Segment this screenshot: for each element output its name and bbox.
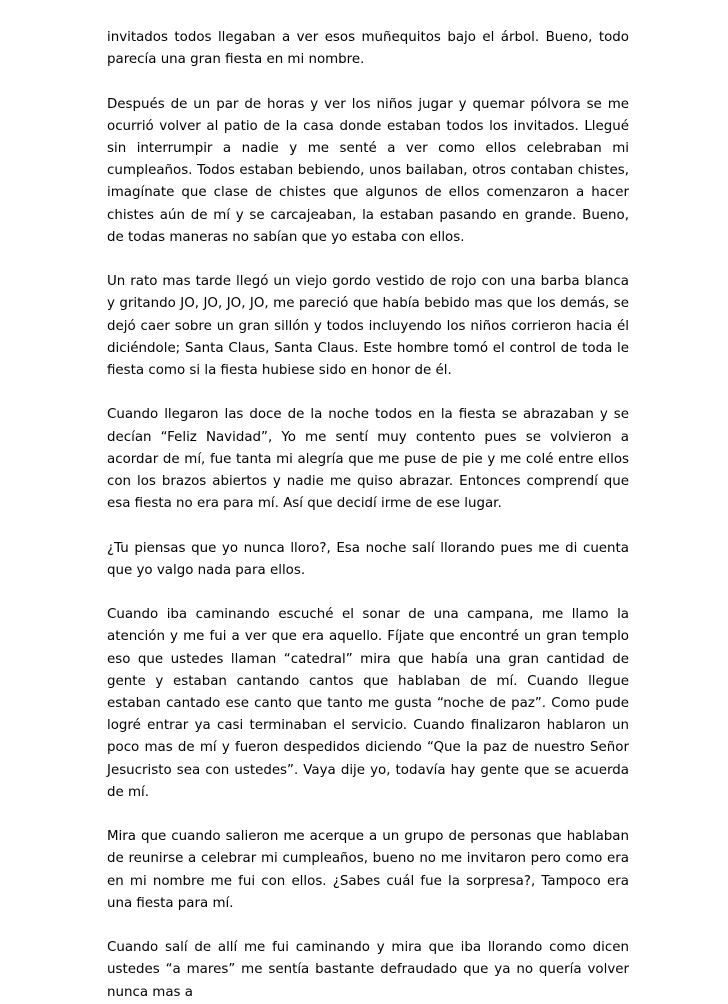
paragraph-6: Cuando iba caminando escuché el sonar de una campana, me llamo la atención y me fui a ver que era aquello. Fíjate que encontré un gran templo eso que ustedes llaman “catedral” mira que había una gran cantidad de gente y estaban cantando cantos que hablaban de mí. Cuando llegue estaban cantado ese canto que tanto me gusta “noche de paz”. Como pude logré entrar ya casi terminaban el servicio. Cuando finalizaron hablaron un poco mas de mí y fueron despedidos diciendo “Que la paz de nuestro Señor Jesucristo sea con ustedes”. Vaya dije yo, todavía hay gente que se acuerda de mí. xyxy=(107,607,629,800)
paragraph-1: invitados todos llegaban a ver esos muñequitos bajo el árbol. Bueno, todo parecía una gran fiesta en mi nombre. xyxy=(107,30,629,68)
paragraph-5: ¿Tu piensas que yo nunca lloro?, Esa noche salí llorando pues me di cuenta que yo valgo nada para ellos. xyxy=(107,540,629,578)
paragraph-3: Un rato mas tarde llegó un viejo gordo vestido de rojo con una barba blanca y gritando JO, JO, JO, JO, me pareció que había bebido mas que los demás, se dejó caer sobre un gran sillón y todos incluyendo los niños corrieron hacia él diciéndole; Santa Claus, Santa Claus. Este hombre tomó el control de toda le fiesta como si la fiesta hubiese sido en honor de él. xyxy=(107,274,629,379)
paragraph-8: Cuando salí de allí me fui caminando y mira que iba llorando como dicen ustedes “a mares” me sentía bastante defraudado que ya no quería volver nunca mas a xyxy=(107,940,629,1000)
paragraph-4: Cuando llegaron las doce de la noche todos en la fiesta se abrazaban y se decían “Feliz Navidad”, Yo me sentí muy contento pues se volvieron a acordar de mí, fue tanta mi alegría que me puse de pie y me colé entre ellos con los brazos abiertos y nadie me quiso abrazar. Entonces comprendí que esa fiesta no era para mí. Así que decidí irme de ese lugar. xyxy=(107,407,629,512)
document-page xyxy=(107,27,629,1004)
paragraph-2: Después de un par de horas y ver los niños jugar y quemar pólvora se me ocurrió volver al patio de la casa donde estaban todos los invitados. Llegué sin interrumpir a nadie y me senté a ver como ellos celebraban mi cumpleaños. Todos estaban bebiendo, unos bailaban, otros contaban chistes, imagínate que clase de chistes que algunos de ellos comenzaron a hacer chistes aún de mí y se carcajeaban, la estaban pasando en grande. Bueno, de todas maneras no sabían que yo estaba con ellos. xyxy=(107,96,629,245)
paragraph-7: Mira que cuando salieron me acerque a un grupo de personas que hablaban de reunirse a celebrar mi cumpleaños, bueno no me invitaron pero como era en mi nombre me fui con ellos. ¿Sabes cuál fue la sorpresa?, Tampoco era una fiesta para mí. xyxy=(107,829,629,911)
